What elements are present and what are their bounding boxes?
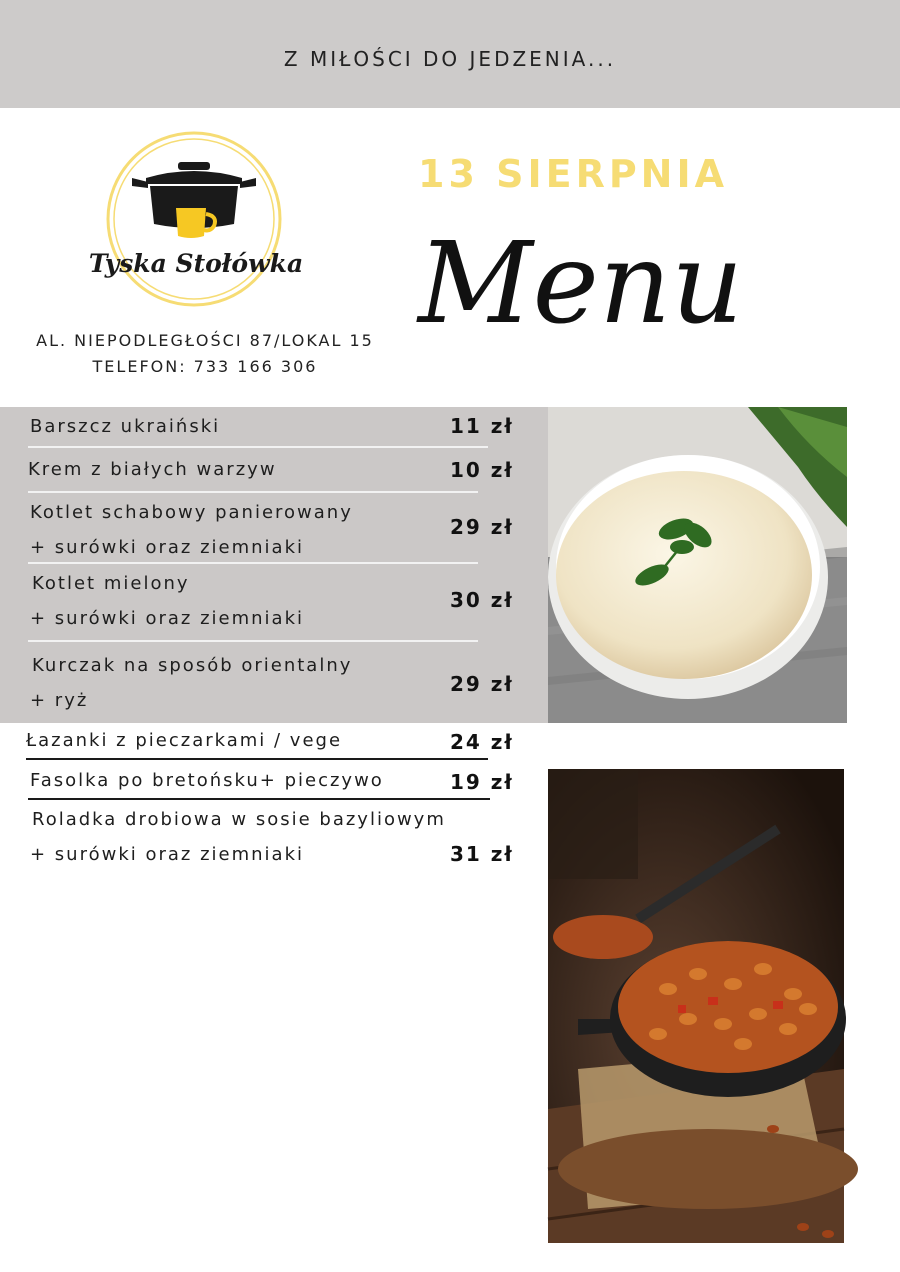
item-8-extra: + surówki oraz ziemniaki [30,844,305,865]
item-1-price: 11 zł [450,414,514,438]
menu-date: 13 SIERPNIA [418,152,729,196]
baked-beans-photo [548,769,844,1243]
logo-pot-cup-icon [84,128,316,310]
contact-block [0,328,410,380]
item-5-price: 29 zł [450,672,514,696]
menu-title-text: Menu [418,219,744,349]
item-5-extra: + ryż [30,690,89,711]
divider [28,446,488,448]
divider [28,640,478,642]
item-3-extra: + surówki oraz ziemniaki [30,537,305,558]
phone-text: TELEFON: 733 166 306 [92,357,318,376]
logo [84,128,316,310]
brand-name: Tyska Stołówka [88,249,304,278]
divider [28,491,478,493]
item-5-name: Kurczak na sposób orientalny [32,655,353,676]
item-7-name: Fasolka po bretońsku+ pieczywo [30,770,384,791]
item-8-price: 31 zł [450,842,514,866]
address-text: AL. NIEPODLEGŁOŚCI 87/LOKAL 15 [36,331,374,350]
item-7-price: 19 zł [450,770,514,794]
item-2-price: 10 zł [450,458,514,482]
divider [28,798,490,800]
item-6-price: 24 zł [450,730,514,754]
item-3-name: Kotlet schabowy panierowany [30,502,353,523]
header-bar [0,0,900,108]
item-1-name: Barszcz ukraiński [30,416,221,437]
divider [26,758,488,760]
item-3-price: 29 zł [450,515,514,539]
item-4-name: Kotlet mielony [32,573,190,594]
divider [28,562,478,564]
item-2-name: Krem z białych warzyw [28,459,277,480]
item-4-extra: + surówki oraz ziemniaki [30,608,305,629]
item-4-price: 30 zł [450,588,514,612]
item-6-name: Łazanki z pieczarkami / vege [26,730,343,751]
menu-title [412,200,744,380]
tagline: Z MIŁOŚCI DO JEDZENIA... [283,47,617,71]
cream-soup-photo [548,407,847,723]
item-8-name: Roladka drobiowa w sosie bazyliowym [32,809,446,830]
